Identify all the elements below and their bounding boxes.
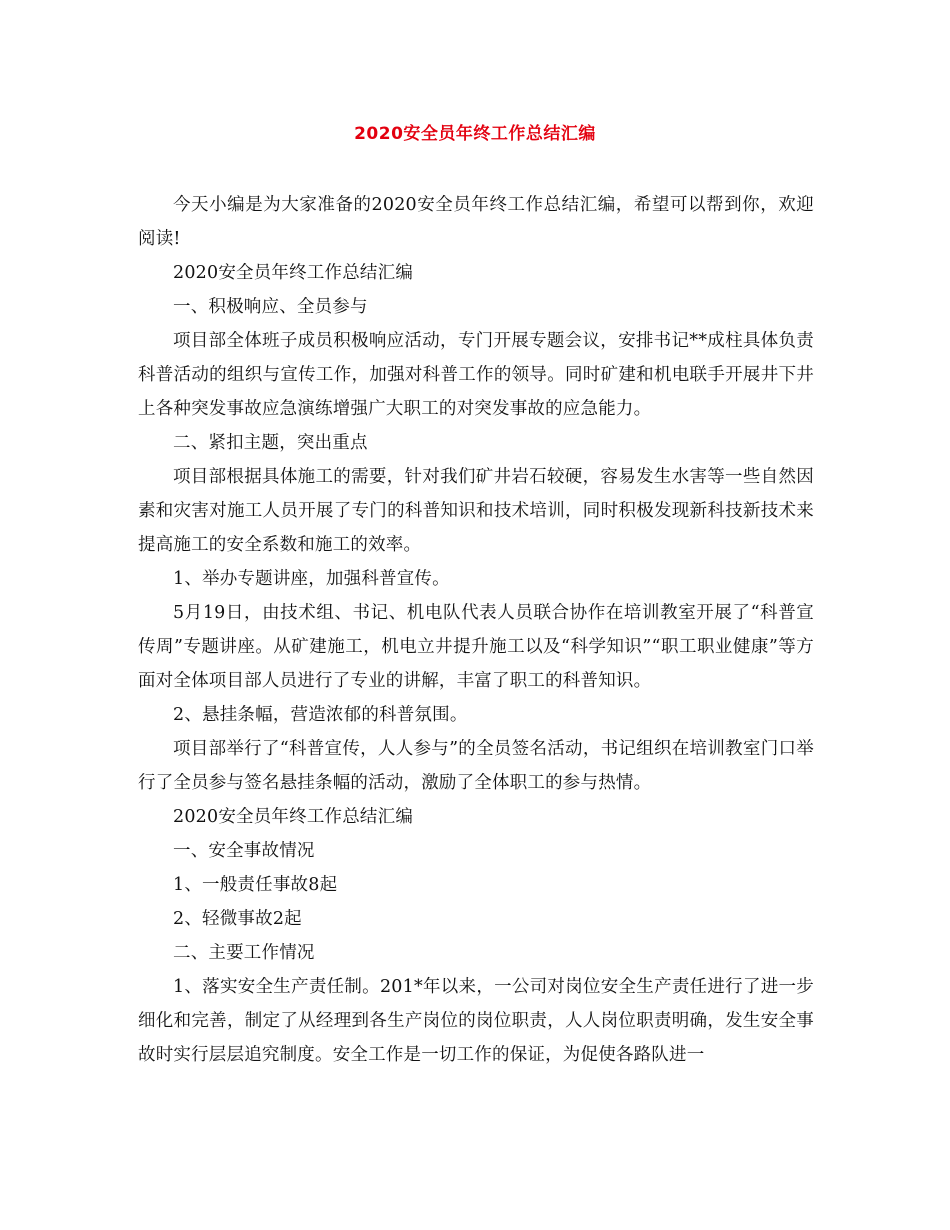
heading-main-work: 二、主要工作情况: [173, 943, 315, 963]
subheading-lecture: 1、举办专题讲座，加强科普宣传。: [173, 569, 450, 589]
paragraph-body: 项目部举行了“科普宣传，人人参与”的全员签名活动，书记组织在培训教室门口举行了全员参与签名悬挂条幅的活动，激励了全体职工的参与热情。: [138, 739, 814, 793]
document-body: [138, 188, 814, 1072]
paragraph-intro: 今天小编是为大家准备的2020安全员年终工作总结汇编，希望可以帮到你，欢迎阅读!: [138, 195, 814, 249]
paragraph-body: 项目部根据具体施工的需要，针对我们矿井岩石较硬，容易发生水害等一些自然因素和灾害对施工人员开展了专门的科普知识和技术培训，同时积极发现新科技新技术来提高施工的安全系数和施工的效率。: [138, 467, 814, 555]
heading-theme-focus: 二、紧扣主题，突出重点: [173, 433, 368, 453]
document-title: 2020安全员年终工作总结汇编: [354, 124, 596, 144]
paragraph-body: 1、落实安全生产责任制。201*年以来，一公司对岗位安全生产责任进行了进一步细化和完善，制定了从经理到各生产岗位的岗位职责，人人岗位职责明确，发生安全事故时实行层层追究制度。安全工作是一切工作的保证，为促使各路队进一: [138, 977, 814, 1065]
list-item: 2、轻微事故2起: [173, 909, 302, 929]
paragraph-body: 5月19日，由技术组、书记、机电队代表人员联合协作在培训教室开展了“科普宣传周”专题讲座。从矿建施工，机电立井提升施工以及“科学知识”“职工职业健康”等方面对全体项目部人员进行了专业的讲解，丰富了职工的科普知识。: [138, 603, 814, 691]
section-title-2: 2020安全员年终工作总结汇编: [173, 807, 414, 827]
section-title-1: 2020安全员年终工作总结汇编: [173, 263, 414, 283]
heading-accidents: 一、安全事故情况: [173, 841, 315, 861]
heading-active-response: 一、积极响应、全员参与: [173, 297, 368, 317]
subheading-banner: 2、悬挂条幅，营造浓郁的科普氛围。: [173, 705, 468, 725]
paragraph-body: 项目部全体班子成员积极响应活动，专门开展专题会议，安排书记**成柱具体负责科普活动的组织与宣传工作，加强对科普工作的领导。同时矿建和机电联手开展井下井上各种突发事故应急演练增强广大职工的对突发事故的应急能力。: [138, 331, 814, 419]
list-item: 1、一般责任事故8起: [173, 875, 338, 895]
